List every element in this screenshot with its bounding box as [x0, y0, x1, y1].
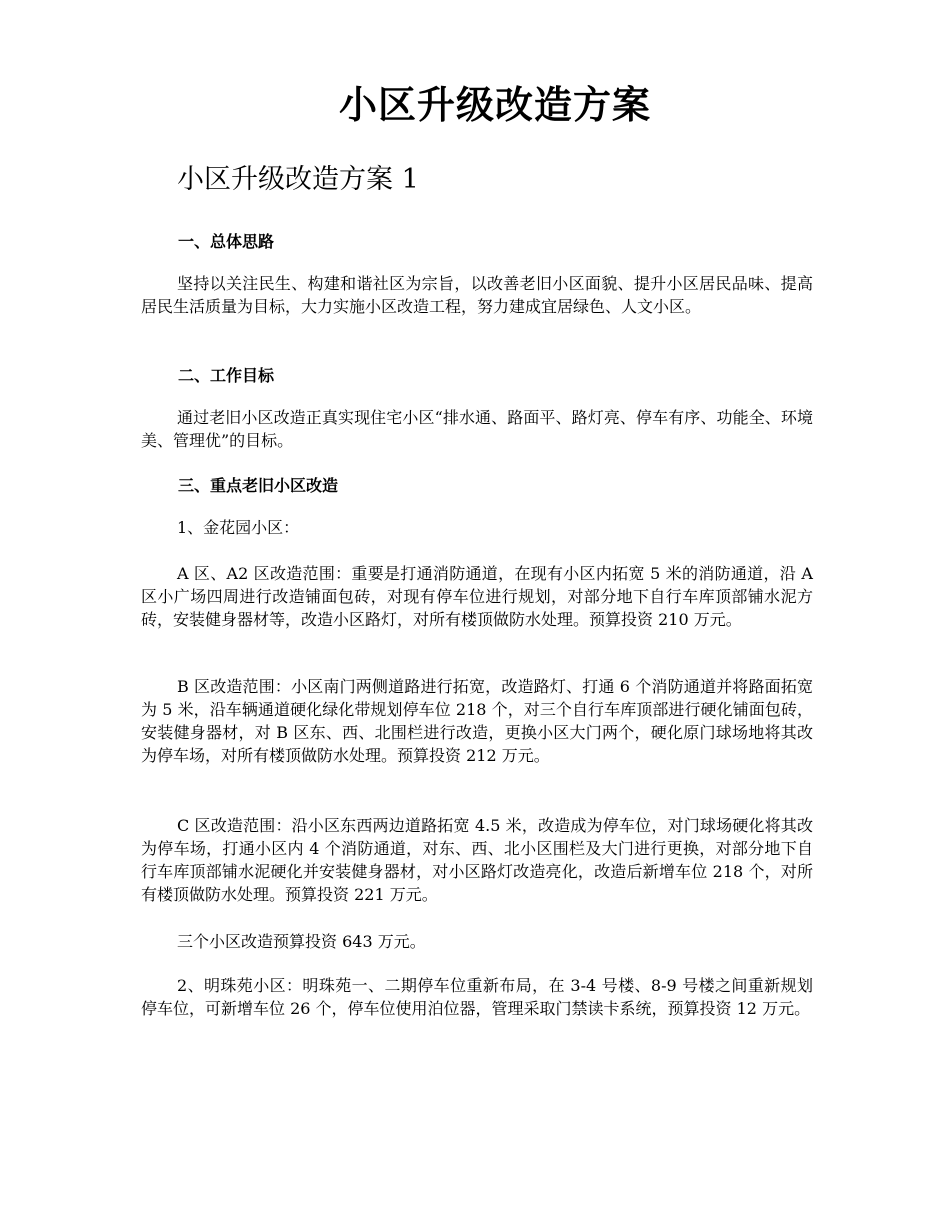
item-jinhuayuan-title: 1、金花园小区： — [177, 518, 300, 537]
paragraph-area-b: B 区改造范围：小区南门两侧道路进行拓宽，改造路灯、打通 6 个消防通道并将路面拓宽为 5 米，沿车辆通道硬化绿化带规划停车位 218 个，对三个自行车库顶部进行硬化铺面包砖，安装健身器材，对 B 区东、西、北围栏进行改造，更换小区大门两个，硬化原门球场地将其改为停车场，对所有楼顶做防水处理。预算投资 212 万元。 — [141, 677, 813, 765]
section-heading-key-renovation: 三、重点老旧小区改造 — [178, 476, 339, 495]
section-heading-overall-idea: 一、总体思路 — [178, 232, 275, 251]
document-title: 小区升级改造方案 — [338, 82, 651, 127]
paragraph-mingzhuyuan: 2、明珠苑小区：明珠苑一、二期停车位重新布局，在 3-4 号楼、8-9 号楼之间重新规划停车位，可新增车位 26 个，停车位使用泊位器，管理采取门禁读卡系统，预算投资 12 万元。 — [141, 976, 813, 1018]
paragraph-work-goals: 通过老旧小区改造正真实现住宅小区“排水通、路面平、路灯亮、停车有序、功能全、环境美、管理优”的目标。 — [141, 408, 813, 450]
paragraph-overall-idea: 坚持以关注民生、构建和谐社区为宗旨，以改善老旧小区面貌、提升小区居民品味、提高居民生活质量为目标，大力实施小区改造工程，努力建成宜居绿色、人文小区。 — [141, 274, 813, 316]
paragraph-total-budget: 三个小区改造预算投资 643 万元。 — [177, 932, 426, 951]
section-heading-work-goals: 二、工作目标 — [178, 366, 275, 385]
document-subtitle: 小区升级改造方案 1 — [177, 164, 419, 195]
paragraph-area-c: C 区改造范围：沿小区东西两边道路拓宽 4.5 米，改造成为停车位，对门球场硬化将其改为停车场，打通小区内 4 个消防通道，对东、西、北小区围栏及大门进行更换，对部分地下自行车库顶部铺水泥硬化并安装健身器材，对小区路灯改造亮化，改造后新增车位 218 个，对所有楼顶做防水处理。预算投资 221 万元。 — [141, 816, 813, 904]
paragraph-area-a: A 区、A2 区改造范围：重要是打通消防通道，在现有小区内拓宽 5 米的消防通道，沿 A 区小广场四周进行改造铺面包砖，对现有停车位进行规划，对部分地下自行车库顶部铺水泥方砖，安装健身器材等，改造小区路灯，对所有楼顶做防水处理。预算投资 210 万元。 — [141, 564, 813, 629]
